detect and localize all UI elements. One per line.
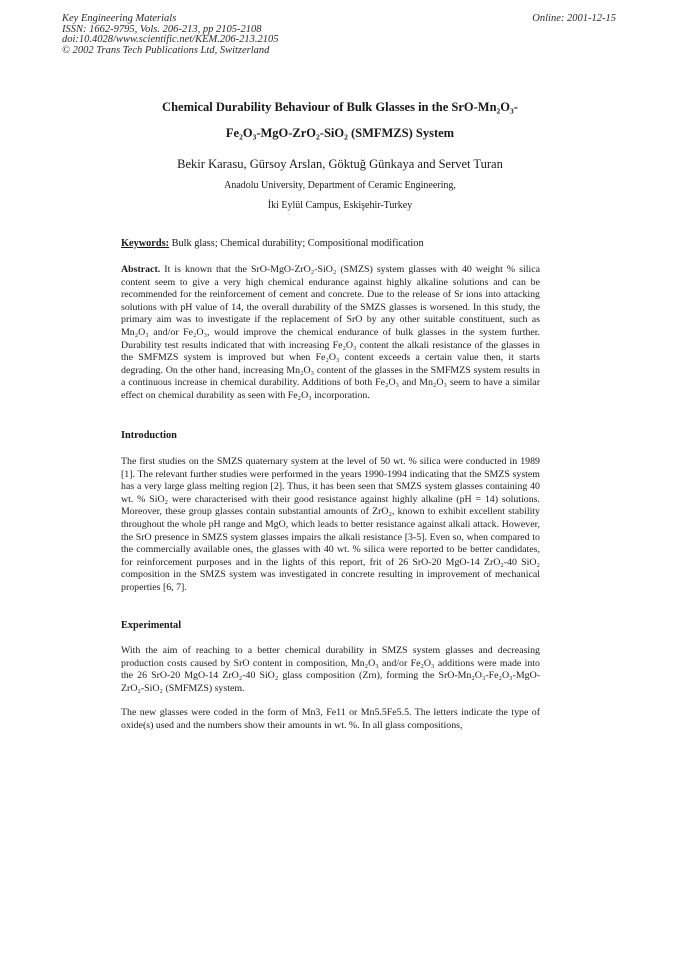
abstract-label: Abstract. — [121, 264, 161, 275]
experimental-heading: Experimental — [121, 620, 182, 631]
affiliation-line-1: Anadolu University, Department of Ceramic Engineering, — [224, 180, 456, 191]
introduction-heading: Introduction — [121, 430, 177, 441]
keywords — [121, 238, 561, 249]
introduction-text: The first studies on the SMZS quaternary system at the level of 50 wt. % silica were conducted in 1989 [1]. The relevant further studies were performed in the years 1990-1994 indicating that the SMZS system has a very large glass melting region [2]. Thus, it has been seen that SMZS system glasses containing 40 wt. % SiO₂ were characterised with their good resistance against highly alkaline (pH = 14) solutions. Moreover, these group glasses contain substantial amounts of ZrO₂, known to exhibit excellent stability throughout the whole pH range and MgO, which leads to better resistance against alkali attack. However, the SrO presence in SMZS system glasses impairs the alkali resistance [3-5]. Even so, when compared to the commercially available ones, the glasses with 40 wt. % silica were reported to be better candidates, for reinforcement purposes and in the lights of this report, frit of 26 SrO-20 MgO-14 ZrO₂-40 SiO₂ composition in the SMZS system was investigated in concrete resulting in improvement of mechanical properties [6, 7]. — [121, 456, 540, 593]
affiliation-line-2: İki Eylül Campus, Eskişehir-Turkey — [267, 200, 413, 211]
journal-header — [62, 14, 616, 56]
keywords-label: Keywords: — [121, 238, 170, 249]
keywords-text: Bulk glass; Chemical durability; Compositional modification — [171, 238, 424, 249]
journal-name: Key Engineering Materials — [62, 13, 177, 24]
experimental-paragraph-2: The new glasses were coded in the form of Mn3, Fe11 or Mn5.5Fe5.5. The letters indicate the type of oxide(s) used and the numbers show their amounts in wt. %. In all glass compositions, — [121, 707, 540, 731]
title-line-2: Fe₂O₃-MgO-ZrO₂-SiO₂ (SMFMZS) System — [225, 126, 455, 140]
online-date: Online: 2001-12-15 — [532, 13, 616, 24]
title-line-1: Chemical Durability Behaviour of Bulk Glasses in the SrO-Mn₂O₃- — [162, 100, 518, 114]
doi-line: doi:10.4028/www.scientific.net/KEM.206-213.2105 — [62, 34, 279, 45]
issn-line: ISSN: 1662-9795, Vols. 206-213, pp 2105-2108 — [62, 23, 262, 35]
copyright-line: © 2002 Trans Tech Publications Ltd, Switzerland — [62, 44, 270, 56]
paper-title — [120, 94, 560, 146]
abstract — [121, 264, 540, 403]
abstract-text: It is known that the SrO-MgO-ZrO₂-SiO₂ (SMZS) system glasses with 40 weight % silica content seem to give a very high chemical endurance against highly alkaline solutions and can be recommended for the reinforcement of cement and concrete. Due to the release of Sr ions into attacking solutions with pH value of 14, the overall durability of the SMZS glasses is worsened. In this study, the primary aim was to investigate if the replacement of SrO by any other suitable constituent, such as Mn₂O₃ and/or Fe₂O₃, would improve the chemical endurance of bulk glasses in the system further. Durability test results indicated that with increasing Fe₂O₃ content the alkali resistance of the glasses in the SMFMZS system is improved but when Fe₂O₃ content exceeds a certain value then, it starts degrading. On the other hand, increasing Mn₂O₃ content of the glasses in the SMFMZS system results in a continuous increase in chemical durability. Additions of both Fe₂O₃ and Mn₂O₃ seem to have a similar effect on chemical durability as seen with Fe₂O₃ incorporation. — [121, 264, 541, 401]
author-list: Bekir Karasu, Gürsoy Arslan, Göktuğ Günkaya and Servet Turan — [177, 157, 503, 171]
experimental-paragraph-1: With the aim of reaching to a better chemical durability in SMZS system glasses and decreasing production costs caused by SrO content in composition, Mn₂O₃ and/or Fe₂O₃ additions were made into the 26 SrO-20 MgO-14 ZrO₂-40 SiO₂ glass composition (Zrn), forming the SrO-Mn₂O₃-Fe₂O₃-MgO-ZrO₂-SiO₂ (SMFMZS) system. — [121, 645, 540, 694]
